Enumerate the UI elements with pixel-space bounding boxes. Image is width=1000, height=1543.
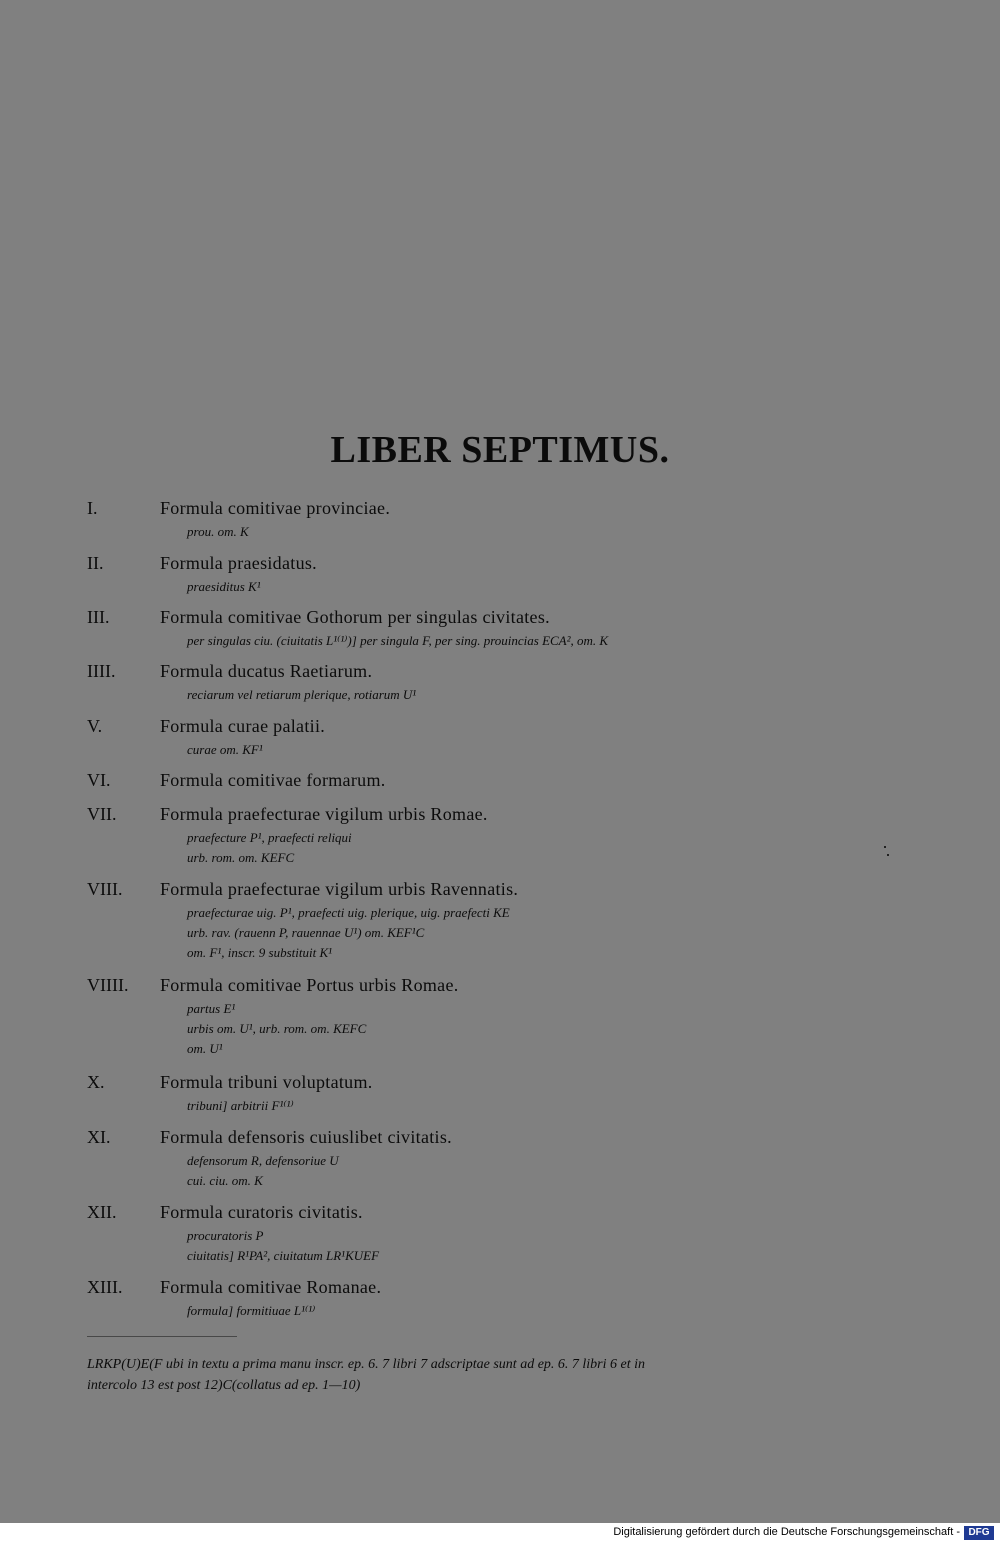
- sigla-line: intercolo 13 est post 12)C(collatus ad ep. 1—10): [87, 1378, 361, 1393]
- funding-notice: Digitalisierung gefördert durch die Deutsche Forschungsgemeinschaft -: [613, 1526, 960, 1538]
- variant-notes: [187, 1151, 339, 1191]
- chapter-heading: Formula curatoris civitatis.: [160, 1202, 363, 1222]
- chapter-number: XIII.: [87, 1277, 123, 1297]
- chapter-number: XII.: [87, 1202, 117, 1222]
- variant-note: urbis om. U¹, urb. rom. om. KEFC: [187, 1021, 367, 1036]
- variant-notes: [187, 685, 416, 705]
- chapter-heading: Formula comitivae formarum.: [160, 770, 386, 790]
- chapter-heading: Formula praefecturae vigilum urbis Ravennatis.: [160, 879, 519, 899]
- variant-note: formula] formitiuae L¹⁽¹⁾: [187, 1303, 316, 1318]
- variant-notes: [187, 903, 510, 963]
- variant-note: om. U¹: [187, 1041, 223, 1056]
- chapter-number: I.: [87, 498, 98, 518]
- variant-note: praefecture P¹, praefecti reliqui: [187, 830, 352, 845]
- variant-notes: [187, 1226, 379, 1266]
- chapter-heading: Formula tribuni voluptatum.: [160, 1072, 373, 1092]
- variant-note: defensorum R, defensoriue U: [187, 1153, 339, 1168]
- variant-notes: [187, 1301, 315, 1321]
- chapter-number: VIII.: [87, 879, 123, 899]
- book-title: LIBER SEPTIMUS.: [330, 429, 670, 471]
- chapter-heading: Formula comitivae Portus urbis Romae.: [160, 975, 459, 995]
- chapter-number: VIIII.: [87, 975, 129, 995]
- variant-notes: [187, 631, 608, 651]
- funding-footer: [0, 1523, 1000, 1543]
- chapter-number: XI.: [87, 1127, 111, 1147]
- variant-note: reciarum vel retiarum plerique, rotiarum U¹: [187, 687, 417, 702]
- manuscript-sigla: [87, 1354, 897, 1396]
- variant-note: procuratoris P: [187, 1228, 264, 1243]
- variant-note: per singulas ciu. (ciuitatis L¹⁽¹⁾)] per singula F, per sing. prouincias ECA², om. K: [187, 633, 609, 648]
- variant-note: partus E¹: [187, 1001, 236, 1016]
- dfg-logo: DFG: [964, 1526, 994, 1540]
- variant-notes: [187, 1096, 294, 1116]
- variant-note: curae om. KF¹: [187, 742, 263, 757]
- variant-note: praesiditus K¹: [187, 579, 261, 594]
- chapter-number: IIII.: [87, 661, 116, 681]
- chapter-heading: Formula defensoris cuiuslibet civitatis.: [160, 1127, 452, 1147]
- chapter-number: III.: [87, 607, 110, 627]
- variant-notes: [187, 828, 352, 868]
- chapter-number: II.: [87, 553, 104, 573]
- chapter-number: VII.: [87, 804, 117, 824]
- variant-note: cui. ciu. om. K: [187, 1173, 263, 1188]
- variant-note: urb. rav. (rauenn P, rauennae U¹) om. KEF¹C: [187, 925, 425, 940]
- variant-note: urb. rom. om. KEFC: [187, 850, 295, 865]
- scan-speck: [884, 846, 886, 848]
- chapter-heading: Formula comitivae Romanae.: [160, 1277, 382, 1297]
- chapter-number: VI.: [87, 770, 111, 790]
- variant-notes: [187, 577, 261, 597]
- variant-notes: [187, 522, 249, 542]
- sigla-line: LRKP(U)E(F ubi in textu a prima manu inscr. ep. 6. 7 libri 7 adscriptae sunt ad ep. 6. 7 libri 6 et in: [87, 1357, 646, 1372]
- chapter-number: X.: [87, 1072, 105, 1092]
- variant-note: praefecturae uig. P¹, praefecti uig. plerique, uig. praefecti KE: [187, 905, 510, 920]
- variant-notes: [187, 999, 366, 1059]
- variant-note: prou. om. K: [187, 524, 249, 539]
- variant-note: om. F¹, inscr. 9 substituit K¹: [187, 945, 333, 960]
- chapter-heading: Formula ducatus Raetiarum.: [160, 661, 373, 681]
- chapter-heading: Formula comitivae Gothorum per singulas civitates.: [160, 607, 550, 627]
- variant-note: tribuni] arbitrii F¹⁽¹⁾: [187, 1098, 294, 1113]
- chapter-heading: Formula praefecturae vigilum urbis Romae.: [160, 804, 488, 824]
- chapter-heading: Formula praesidatus.: [160, 553, 317, 573]
- chapter-number: V.: [87, 716, 103, 736]
- variant-notes: [187, 740, 263, 760]
- scan-speck: [887, 854, 889, 856]
- variant-note: ciuitatis] R¹PA², ciuitatum LR¹KUEF: [187, 1248, 380, 1263]
- chapter-heading: Formula curae palatii.: [160, 716, 326, 736]
- footnote-rule: [87, 1336, 237, 1337]
- chapter-heading: Formula comitivae provinciae.: [160, 498, 391, 518]
